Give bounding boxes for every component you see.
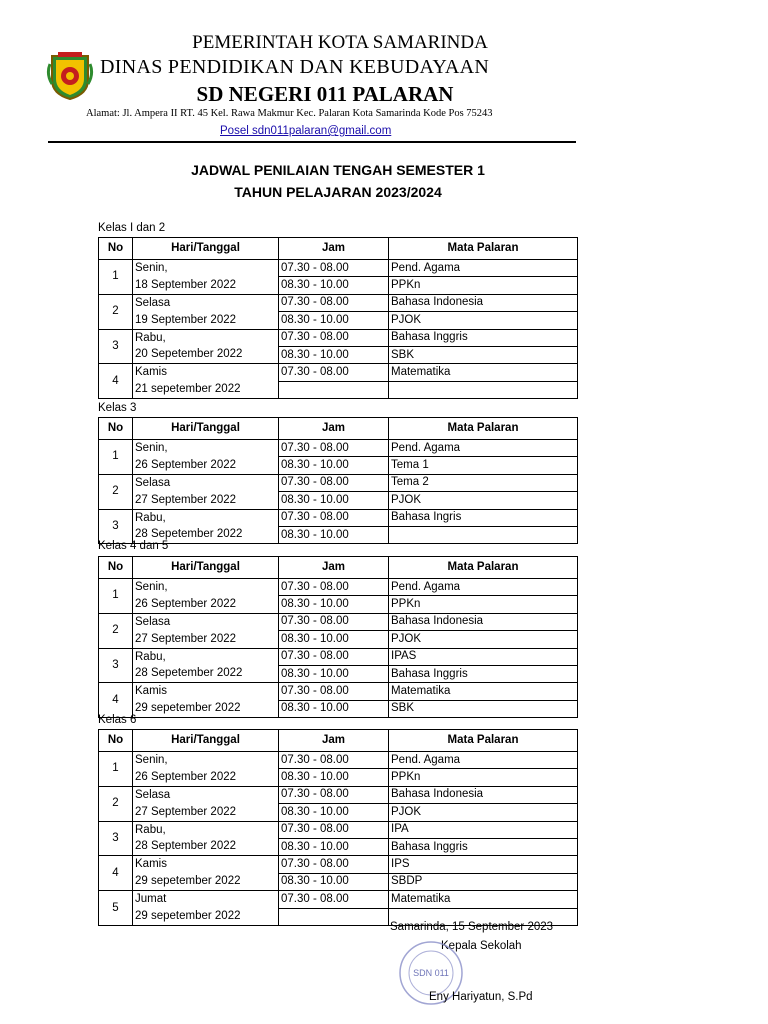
day-date-cell: Senin, [133, 752, 279, 769]
table-row [99, 294, 578, 311]
day-date-cell: Kamis [133, 856, 279, 873]
table-row [99, 683, 578, 700]
row-number: 2 [99, 786, 133, 821]
day-date-cell: 29 sepetember 2022 [133, 873, 279, 890]
row-number: 4 [99, 856, 133, 891]
subject-cell: SBK [389, 346, 578, 363]
column-header-mapel: Mata Palaran [389, 238, 578, 260]
table-row [99, 631, 578, 648]
time-cell: 08.30 - 10.00 [279, 838, 389, 855]
day-date-cell: 29 sepetember 2022 [133, 700, 279, 717]
table-row [99, 838, 578, 855]
subject-cell: Matematika [389, 891, 578, 908]
day-date-cell: Rabu, [133, 648, 279, 665]
table-row [99, 665, 578, 682]
letterhead-divider [48, 141, 576, 143]
day-date-cell: Selasa [133, 294, 279, 311]
subject-cell [389, 381, 578, 398]
subject-cell: Matematika [389, 364, 578, 381]
column-header-hari: Hari/Tanggal [133, 557, 279, 579]
table-row [99, 579, 578, 596]
day-date-cell: Senin, [133, 440, 279, 457]
subject-cell: Pend. Agama [389, 260, 578, 277]
day-date-cell: 21 sepetember 2022 [133, 381, 279, 398]
table-row [99, 648, 578, 665]
subject-cell: PPKn [389, 277, 578, 294]
time-cell: 07.30 - 08.00 [279, 891, 389, 908]
day-date-cell: 20 Sepetember 2022 [133, 346, 279, 363]
time-cell: 08.30 - 10.00 [279, 492, 389, 509]
time-cell: 08.30 - 10.00 [279, 631, 389, 648]
schedule-table [98, 417, 578, 544]
row-number: 1 [99, 440, 133, 475]
day-date-cell: Kamis [133, 683, 279, 700]
column-header-jam: Jam [279, 557, 389, 579]
table-row [99, 346, 578, 363]
subject-cell: IPA [389, 821, 578, 838]
time-cell: 08.30 - 10.00 [279, 873, 389, 890]
column-header-no: No [99, 238, 133, 260]
time-cell: 07.30 - 08.00 [279, 579, 389, 596]
schedule-table [98, 556, 578, 718]
table-row [99, 457, 578, 474]
subject-cell: Bahasa Inggris [389, 329, 578, 346]
school-email-link[interactable]: Posel sdn011palaran@gmail.com [220, 125, 392, 137]
time-cell: 07.30 - 08.00 [279, 364, 389, 381]
subject-cell: SBK [389, 700, 578, 717]
column-header-hari: Hari/Tanggal [133, 238, 279, 260]
day-date-cell: 28 Sepetember 2022 [133, 526, 279, 543]
row-number: 1 [99, 579, 133, 614]
row-number: 2 [99, 613, 133, 648]
subject-cell: SBDP [389, 873, 578, 890]
row-number: 3 [99, 648, 133, 683]
subject-cell: PJOK [389, 631, 578, 648]
class-label: Kelas 3 [98, 402, 137, 414]
day-date-cell: 29 sepetember 2022 [133, 908, 279, 925]
signature-name: Eny Hariyatun, S.Pd [429, 991, 533, 1003]
day-date-cell: Kamis [133, 364, 279, 381]
subject-cell: Tema 1 [389, 457, 578, 474]
subject-cell: Bahasa Inggris [389, 838, 578, 855]
document-subtitle: TAHUN PELAJARAN 2023/2024 [234, 184, 442, 200]
subject-cell: PJOK [389, 312, 578, 329]
table-row [99, 613, 578, 630]
table-row [99, 821, 578, 838]
time-cell: 08.30 - 10.00 [279, 526, 389, 543]
column-header-no: No [99, 418, 133, 440]
subject-cell: Matematika [389, 683, 578, 700]
table-header-row [99, 238, 578, 260]
day-date-cell: Selasa [133, 786, 279, 803]
subject-cell: Bahasa Indonesia [389, 294, 578, 311]
subject-cell: PPKn [389, 596, 578, 613]
table-row [99, 786, 578, 803]
table-row [99, 260, 578, 277]
table-row [99, 856, 578, 873]
table-row [99, 891, 578, 908]
day-date-cell: 27 September 2022 [133, 492, 279, 509]
table-row [99, 381, 578, 398]
day-date-cell: 28 September 2022 [133, 838, 279, 855]
table-row [99, 440, 578, 457]
time-cell [279, 381, 389, 398]
day-date-cell: 27 September 2022 [133, 631, 279, 648]
letterhead-line1: PEMERINTAH KOTA SAMARINDA [192, 32, 488, 53]
time-cell: 07.30 - 08.00 [279, 752, 389, 769]
subject-cell: PPKn [389, 769, 578, 786]
table-row [99, 873, 578, 890]
day-date-cell: Senin, [133, 260, 279, 277]
time-cell: 07.30 - 08.00 [279, 509, 389, 526]
row-number: 4 [99, 364, 133, 399]
subject-cell: PJOK [389, 492, 578, 509]
time-cell: 07.30 - 08.00 [279, 260, 389, 277]
time-cell: 08.30 - 10.00 [279, 312, 389, 329]
subject-cell: Pend. Agama [389, 440, 578, 457]
row-number: 4 [99, 683, 133, 718]
column-header-jam: Jam [279, 238, 389, 260]
column-header-hari: Hari/Tanggal [133, 418, 279, 440]
day-date-cell: Selasa [133, 474, 279, 491]
table-row [99, 492, 578, 509]
class-label: Kelas 6 [98, 714, 137, 726]
time-cell: 07.30 - 08.00 [279, 856, 389, 873]
time-cell: 08.30 - 10.00 [279, 346, 389, 363]
column-header-jam: Jam [279, 418, 389, 440]
row-number: 3 [99, 509, 133, 544]
time-cell: 07.30 - 08.00 [279, 440, 389, 457]
subject-cell: IPS [389, 856, 578, 873]
time-cell: 07.30 - 08.00 [279, 329, 389, 346]
class-label: Kelas 4 dan 5 [98, 540, 169, 552]
time-cell: 08.30 - 10.00 [279, 665, 389, 682]
time-cell [279, 908, 389, 925]
day-date-cell: 26 September 2022 [133, 769, 279, 786]
row-number: 5 [99, 891, 133, 926]
document-title: JADWAL PENILAIAN TENGAH SEMESTER 1 [191, 162, 485, 178]
schedule-table [98, 237, 578, 399]
table-header-row [99, 418, 578, 440]
day-date-cell: Rabu, [133, 821, 279, 838]
time-cell: 07.30 - 08.00 [279, 474, 389, 491]
table-row [99, 596, 578, 613]
subject-cell: Bahasa Indonesia [389, 786, 578, 803]
subject-cell: Bahasa Ingris [389, 509, 578, 526]
time-cell: 08.30 - 10.00 [279, 457, 389, 474]
row-number: 1 [99, 260, 133, 295]
day-date-cell: 26 September 2022 [133, 596, 279, 613]
time-cell: 07.30 - 08.00 [279, 294, 389, 311]
day-date-cell: 28 Sepetember 2022 [133, 665, 279, 682]
subject-cell: PJOK [389, 804, 578, 821]
table-row [99, 364, 578, 381]
column-header-mapel: Mata Palaran [389, 418, 578, 440]
column-header-jam: Jam [279, 730, 389, 752]
table-row [99, 312, 578, 329]
samarinda-crest-icon [46, 50, 94, 100]
column-header-mapel: Mata Palaran [389, 730, 578, 752]
time-cell: 07.30 - 08.00 [279, 648, 389, 665]
subject-cell: Bahasa Inggris [389, 665, 578, 682]
table-row [99, 804, 578, 821]
day-date-cell: Rabu, [133, 509, 279, 526]
column-header-hari: Hari/Tanggal [133, 730, 279, 752]
letterhead-line2: DINAS PENDIDIKAN DAN KEBUDAYAAN [100, 56, 490, 78]
school-address: Alamat: Jl. Ampera II RT. 45 Kel. Rawa Makmur Kec. Palaran Kota Samarinda Kode Pos 75243 [86, 108, 493, 119]
subject-cell: IPAS [389, 648, 578, 665]
day-date-cell: 27 September 2022 [133, 804, 279, 821]
signature-role: Kepala Sekolah [441, 940, 522, 952]
subject-cell: Pend. Agama [389, 752, 578, 769]
row-number: 3 [99, 821, 133, 856]
table-header-row [99, 557, 578, 579]
table-row [99, 474, 578, 491]
subject-cell [389, 526, 578, 543]
table-row [99, 700, 578, 717]
subject-cell: Tema 2 [389, 474, 578, 491]
day-date-cell: Jumat [133, 891, 279, 908]
day-date-cell: 18 September 2022 [133, 277, 279, 294]
subject-cell: Bahasa Indonesia [389, 613, 578, 630]
stamp-text: SDN 011 [413, 968, 449, 978]
day-date-cell: Rabu, [133, 329, 279, 346]
time-cell: 08.30 - 10.00 [279, 804, 389, 821]
time-cell: 07.30 - 08.00 [279, 786, 389, 803]
column-header-no: No [99, 730, 133, 752]
table-row [99, 329, 578, 346]
column-header-no: No [99, 557, 133, 579]
column-header-mapel: Mata Palaran [389, 557, 578, 579]
row-number: 2 [99, 294, 133, 329]
schedule-table [98, 729, 578, 926]
signature-place-date: Samarinda, 15 September 2023 [390, 921, 554, 933]
table-row [99, 752, 578, 769]
time-cell: 07.30 - 08.00 [279, 683, 389, 700]
table-row [99, 277, 578, 294]
school-name: SD NEGERI 011 PALARAN [196, 82, 454, 106]
day-date-cell: 19 September 2022 [133, 312, 279, 329]
table-row [99, 526, 578, 543]
subject-cell: Pend. Agama [389, 579, 578, 596]
time-cell: 08.30 - 10.00 [279, 277, 389, 294]
row-number: 1 [99, 752, 133, 787]
time-cell: 08.30 - 10.00 [279, 769, 389, 786]
table-row [99, 769, 578, 786]
day-date-cell: Senin, [133, 579, 279, 596]
time-cell: 07.30 - 08.00 [279, 821, 389, 838]
time-cell: 08.30 - 10.00 [279, 596, 389, 613]
table-row [99, 509, 578, 526]
time-cell: 07.30 - 08.00 [279, 613, 389, 630]
table-header-row [99, 730, 578, 752]
row-number: 3 [99, 329, 133, 364]
row-number: 2 [99, 474, 133, 509]
class-label: Kelas I dan 2 [98, 222, 166, 234]
day-date-cell: Selasa [133, 613, 279, 630]
day-date-cell: 26 September 2022 [133, 457, 279, 474]
time-cell: 08.30 - 10.00 [279, 700, 389, 717]
